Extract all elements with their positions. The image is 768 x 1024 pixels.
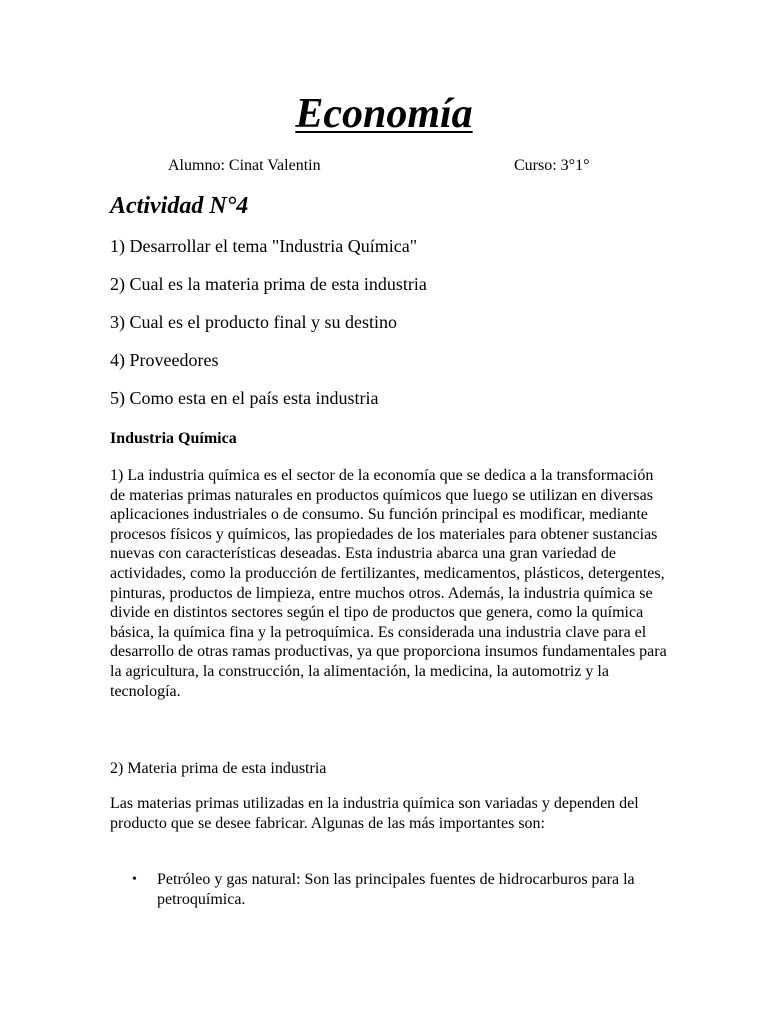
course-label: Curso: 3°1°: [514, 157, 590, 174]
bullet-icon: •: [132, 872, 137, 887]
bullet-list: [110, 870, 670, 909]
task-item: 3) Cual es el producto final y su destino: [110, 312, 397, 332]
student-name: Alumno: Cinat Valentin: [168, 157, 321, 174]
task-item: 4) Proveedores: [110, 350, 219, 370]
sub-heading-raw-materials: 2) Materia prima de esta industria: [110, 760, 327, 777]
task-list: [110, 234, 427, 424]
bullet-item: [110, 870, 670, 909]
section-heading: Industria Química: [110, 430, 237, 447]
task-item: 1) Desarrollar el tema "Industria Química": [110, 236, 418, 256]
activity-heading: Actividad N°4: [110, 193, 249, 219]
document-title: Economía: [295, 91, 473, 137]
paragraph-industry-definition: 1) La industria química es el sector de la economía que se dedica a la transformación de materias primas naturales en productos químicos que luego se utilizan en diversas aplicaciones industriales o de consumo. Su función principal es modificar, mediante procesos físicos y químicos, las propiedades de los materiales para obtener sustancias nuevas con características deseadas. Esta industria abarca una gran variedad de actividades, como la producción de fertilizantes, medicamentos, plásticos, detergentes, pinturas, productos de limpieza, entre muchos otros. Además, la industria química se divide en distintos sectores según el tipo de productos que genera, como la química básica, la química fina y la petroquímica. Es considerada una industria clave para el desarrollo de otras ramas productivas, ya que proporciona insumos fundamentales para la agricultura, la construcción, la alimentación, la medicina, la automotriz y la tecnología.: [110, 467, 667, 700]
paragraph-raw-materials: Las materias primas utilizadas en la industria química son variadas y dependen del producto que se desee fabricar. Algunas de las más importantes son:: [110, 795, 639, 832]
task-item: 5) Como esta en el país esta industria: [110, 388, 379, 408]
bullet-text: Petróleo y gas natural: Son las principales fuentes de hidrocarburos para la petroquímica.: [157, 871, 635, 908]
task-item: 2) Cual es la materia prima de esta industria: [110, 274, 427, 294]
